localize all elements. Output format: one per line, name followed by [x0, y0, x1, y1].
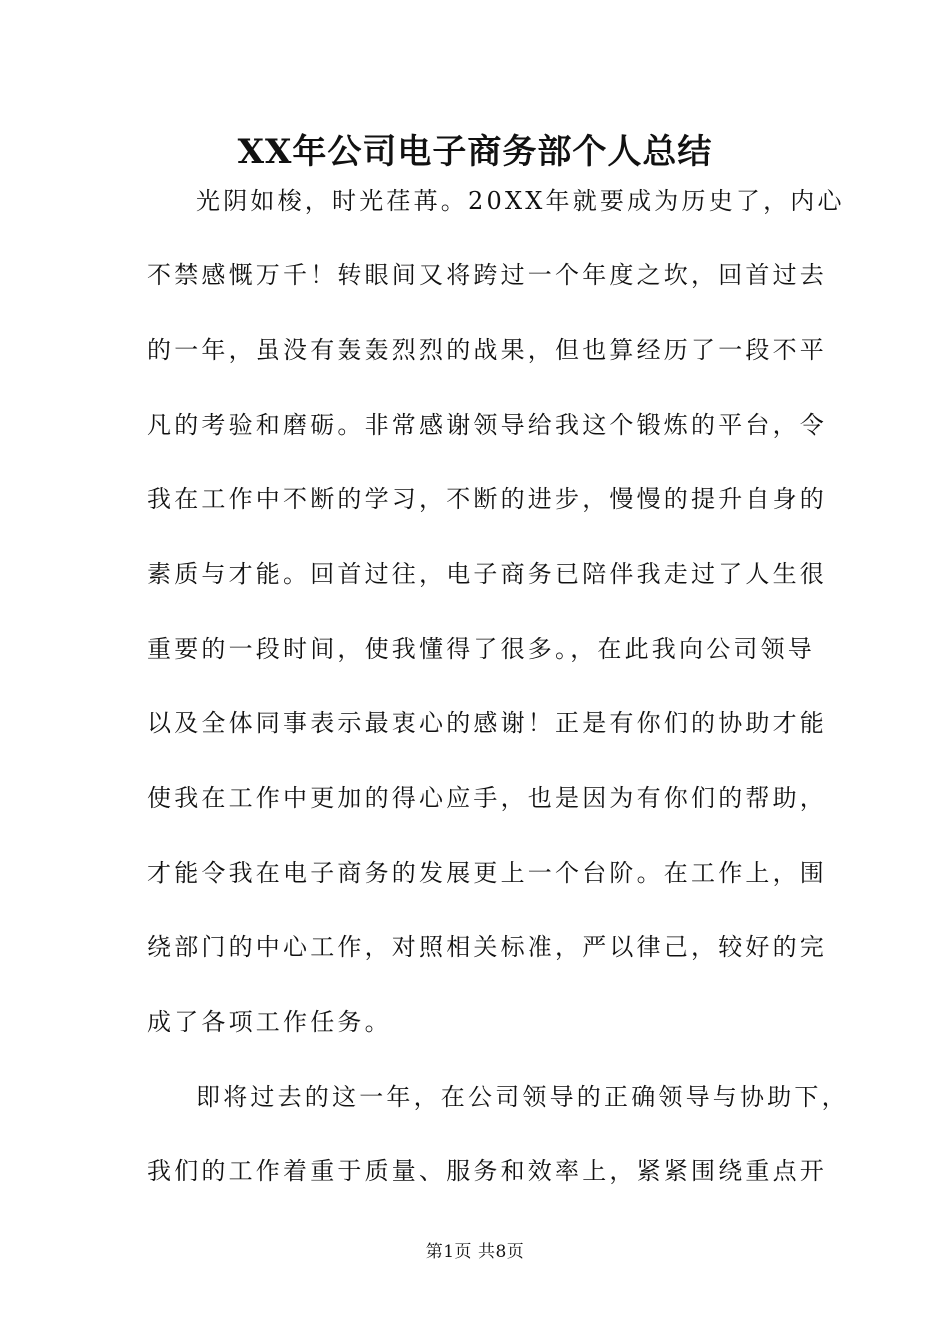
paragraph-line: 的一年，虽没有轰轰烈烈的战果，但也算经历了一段不平 [147, 336, 827, 364]
paragraph-line: 光阴如梭，时光荏苒。20XX年就要成为历史了，内心 [196, 187, 845, 215]
paragraph-line: 我在工作中不断的学习，不断的进步，慢慢的提升自身的 [147, 485, 827, 513]
paragraph-line: 以及全体同事表示最衷心的感谢！正是有你们的协助才能 [147, 709, 827, 737]
paragraph-line: 使我在工作中更加的得心应手，也是因为有你们的帮助， [147, 784, 827, 812]
document-title: XX年公司电子商务部个人总结 [237, 132, 713, 172]
paragraph-line: 重要的一段时间，使我懂得了很多。，在此我向公司领导 [147, 635, 815, 663]
paragraph-line: 绕部门的中心工作，对照相关标准，严以律己，较好的完 [147, 933, 827, 961]
paragraph-line: 不禁感慨万千！转眼间又将跨过一个年度之坎，回首过去 [147, 261, 827, 289]
paragraph-line: 我们的工作着重于质量、服务和效率上，紧紧围绕重点开 [147, 1157, 827, 1185]
paragraph-line: 成了各项工作任务。 [147, 1008, 392, 1036]
page-footer: 第1页 共8页 [425, 1242, 525, 1262]
paragraph-line: 凡的考验和磨砺。非常感谢领导给我这个锻炼的平台，令 [147, 411, 827, 439]
paragraph-line: 即将过去的这一年，在公司领导的正确领导与协助下， [196, 1083, 849, 1111]
paragraph-line: 素质与才能。回首过往，电子商务已陪伴我走过了人生很 [147, 560, 827, 588]
paragraph-line: 才能令我在电子商务的发展更上一个台阶。在工作上，围 [147, 859, 827, 887]
